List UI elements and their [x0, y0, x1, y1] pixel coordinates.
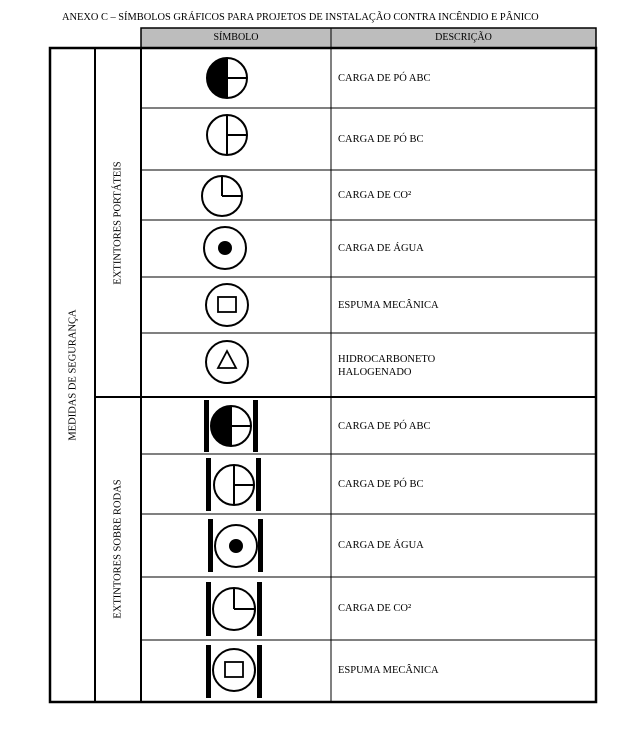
header-symbol: SÍMBOLO — [213, 32, 259, 43]
half-filled-circle-icon — [207, 58, 247, 98]
description-cell: ESPUMA MECÂNICA — [338, 665, 439, 676]
wheeled-circle-square-icon — [206, 645, 262, 698]
wheeled-circle-dot-icon — [208, 519, 263, 572]
description-cell: CARGA DE ÁGUA — [338, 540, 424, 551]
group-label-portable: EXTINTORES PORTÁTEIS — [112, 161, 124, 285]
outer-group-label: MEDIDAS DE SEGURANÇA — [67, 309, 79, 441]
circle-square-icon — [206, 284, 248, 326]
document-title: ANEXO C – SÍMBOLOS GRÁFICOS PARA PROJETOS DE INSTALAÇÃO CONTRA INCÊNDIO E PÂNICO — [62, 12, 539, 23]
description-cell: CARGA DE PÓ ABC — [338, 73, 431, 84]
circle-quarter-lines-icon — [202, 176, 242, 216]
description-cell: CARGA DE PÓ ABC — [338, 421, 431, 432]
description-cell: CARGA DE PÓ BC — [338, 479, 424, 490]
wheeled-circle-quarter-lines-icon — [206, 458, 261, 511]
description-cell: ESPUMA MECÂNICA — [338, 300, 439, 311]
wheeled-circle-quarter-lines-icon — [206, 582, 262, 636]
circle-triangle-icon — [206, 341, 248, 383]
description-cell: CARGA DE ÁGUA — [338, 243, 424, 254]
description-cell: CARGA DE PÓ BC — [338, 134, 424, 145]
description-cell: HIDROCARBONETO HALOGENADO — [338, 354, 436, 378]
description-cell: CARGA DE CO² — [338, 603, 412, 614]
wheeled-half-filled-circle-icon — [204, 400, 258, 452]
header-description: DESCRIÇÃO — [435, 32, 492, 43]
description-cell: CARGA DE CO² — [338, 190, 412, 201]
circle-quarter-lines-icon — [207, 115, 247, 155]
group-label-wheeled: EXTINTORES SOBRE RODAS — [112, 479, 124, 619]
circle-dot-icon — [204, 227, 246, 269]
